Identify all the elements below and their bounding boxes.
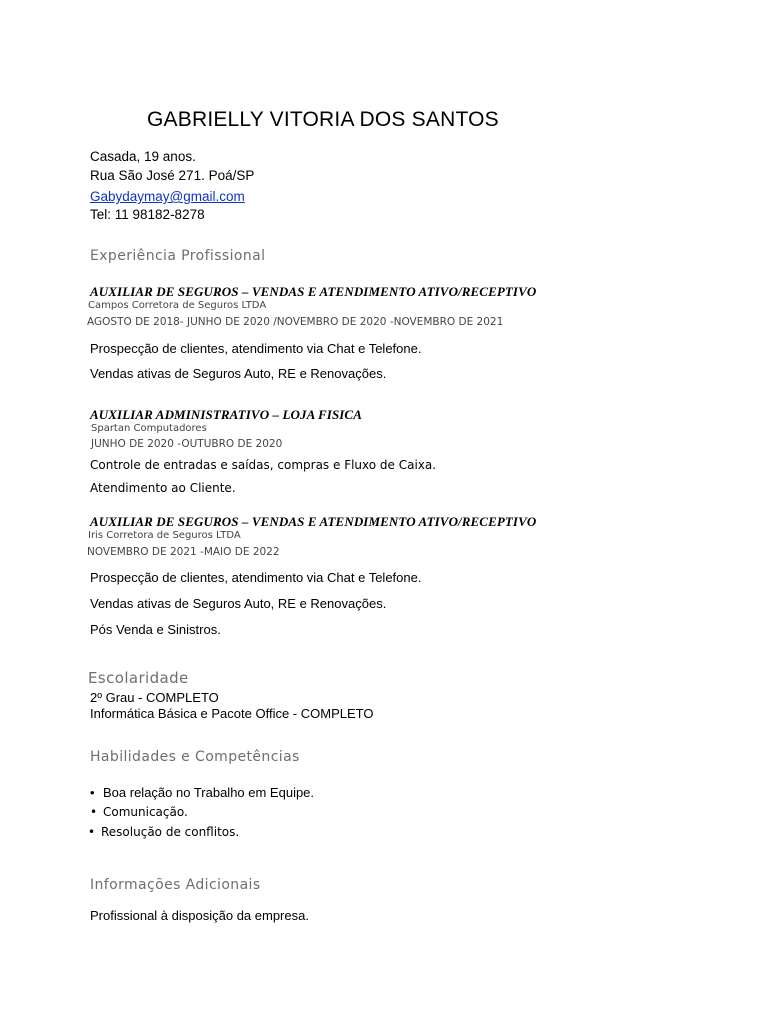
job-duty: Vendas ativas de Seguros Auto, RE e Renovações. [90, 366, 387, 381]
section-title-experience: Experiência Profissional [90, 248, 266, 264]
education-item: Informática Básica e Pacote Office - COMPLETO [90, 706, 374, 721]
job-duty: Pós Venda e Sinistros. [90, 622, 221, 637]
skill-item [88, 825, 239, 839]
job-duty: Prospecção de clientes, atendimento via Chat e Telefone. [90, 341, 422, 356]
marital-age: Casada, 19 anos. [90, 149, 196, 164]
job-period: NOVEMBRO DE 2021 -MAIO DE 2022 [87, 546, 280, 558]
job-company: Spartan Computadores [91, 423, 207, 434]
candidate-name: GABRIELLY VITORIA DOS SANTOS [147, 108, 499, 131]
bullet-icon: • [90, 785, 95, 800]
address: Rua São José 271. Poá/SP [90, 168, 255, 183]
bullet-icon: • [88, 825, 96, 839]
skill-text: Resolução de conflitos. [101, 825, 240, 839]
job-period: AGOSTO DE 2018- JUNHO DE 2020 /NOVEMBRO DE 2020 -NOVEMBRO DE 2021 [87, 316, 504, 328]
job-role: AUXILIAR ADMINISTRATIVO – LOJA FISICA [90, 407, 362, 422]
job-role: AUXILIAR DE SEGUROS – VENDAS E ATENDIMENTO ATIVO/RECEPTIVO [90, 514, 537, 529]
job-company: Iris Corretora de Seguros LTDA [88, 530, 241, 541]
additional-text: Profissional à disposição da empresa. [90, 908, 309, 923]
section-title-skills: Habilidades e Competências [90, 749, 300, 765]
job-company: Campos Corretora de Seguros LTDA [88, 300, 267, 311]
job-role: AUXILIAR DE SEGUROS – VENDAS E ATENDIMENTO ATIVO/RECEPTIVO [90, 284, 537, 299]
email-link[interactable]: Gabydaymay@gmail.com [90, 189, 245, 204]
skill-item [90, 785, 314, 800]
skill-text: Comunicação. [103, 805, 188, 819]
skill-item [90, 805, 188, 819]
skill-text: Boa relação no Trabalho em Equipe. [103, 785, 315, 800]
job-duty: Atendimento ao Cliente. [90, 481, 236, 495]
section-title-additional: Informações Adicionais [90, 877, 261, 893]
job-period: JUNHO DE 2020 -OUTUBRO DE 2020 [91, 438, 283, 450]
job-duty: Prospecção de clientes, atendimento via Chat e Telefone. [90, 570, 422, 585]
education-item: 2º Grau - COMPLETO [90, 690, 219, 705]
job-duty: Controle de entradas e saídas, compras e Fluxo de Caixa. [90, 458, 437, 472]
phone: Tel: 11 98182-8278 [90, 207, 205, 222]
section-title-education: Escolaridade [88, 669, 189, 687]
job-duty: Vendas ativas de Seguros Auto, RE e Renovações. [90, 596, 387, 611]
bullet-icon: • [90, 805, 98, 819]
